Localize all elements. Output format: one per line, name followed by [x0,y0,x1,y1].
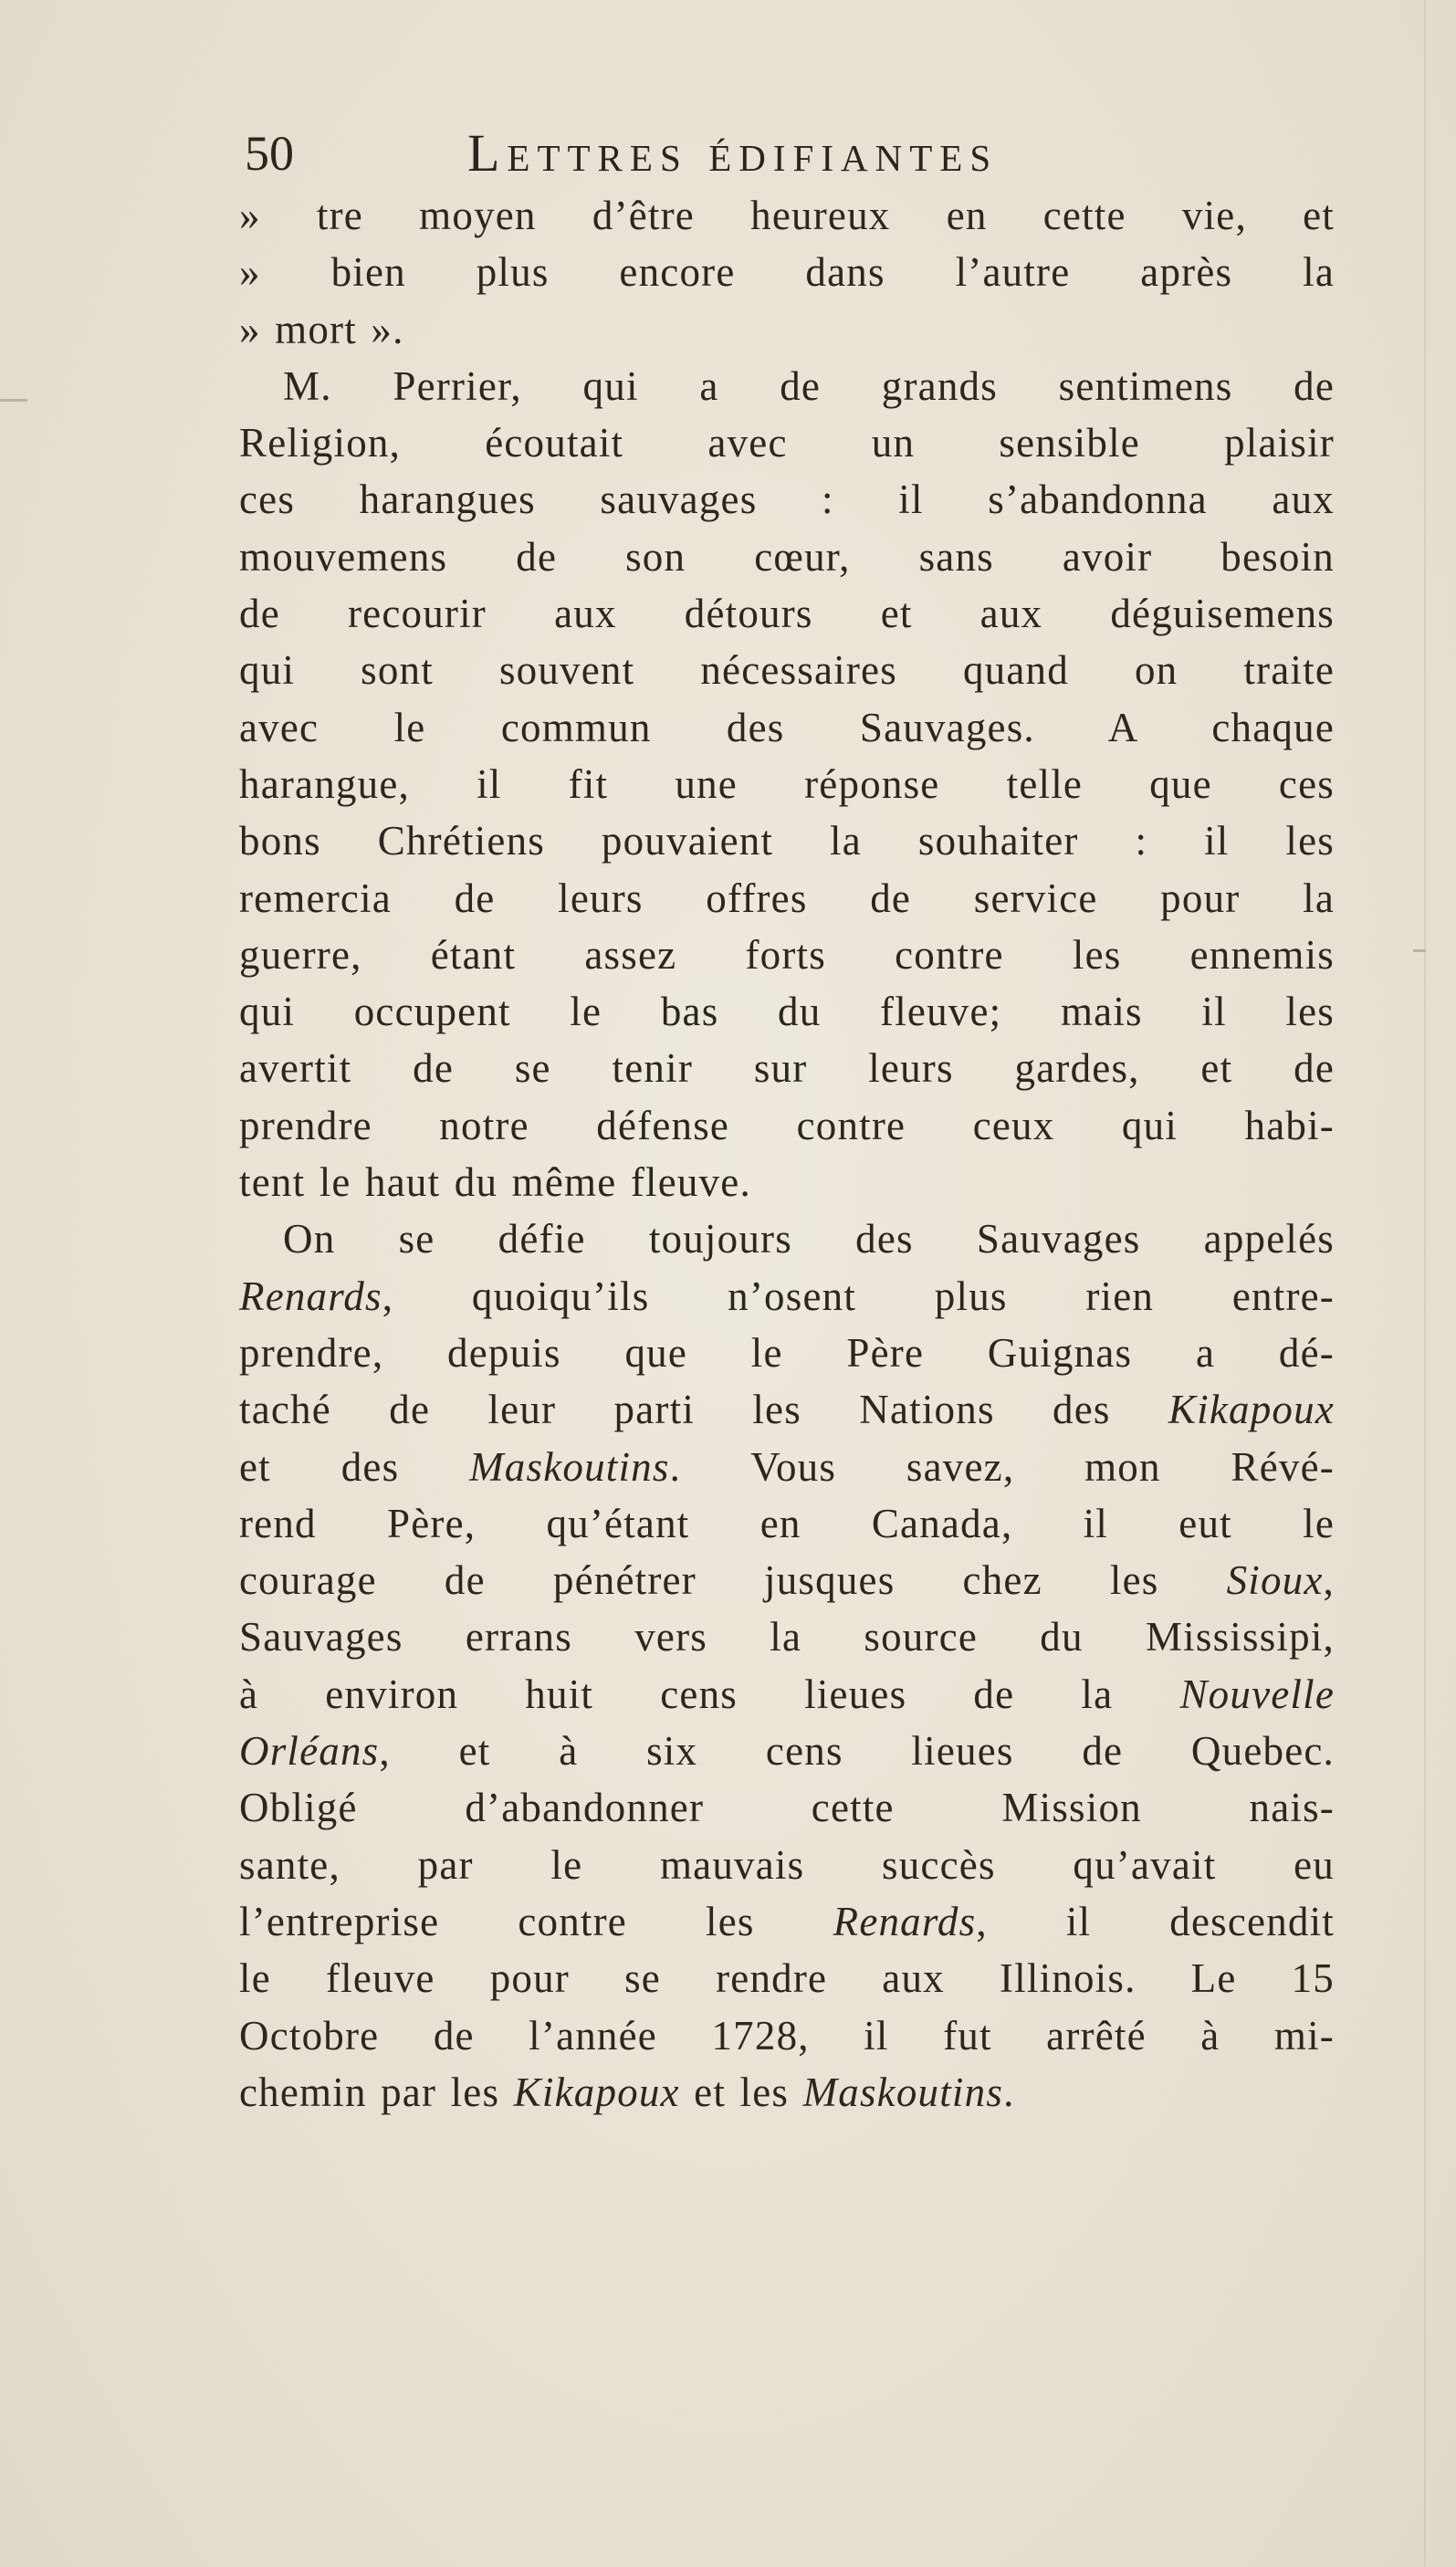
text-segment: remercia de leurs offres de service pour la [239,875,1335,921]
text-line [239,1097,1335,1154]
italic-proper-noun: Kikapoux [1168,1387,1335,1433]
text-segment: bons Chrétiens pouvaient la souhaiter : il les [239,818,1335,864]
text-line [239,2064,1335,2121]
text-segment: et les [679,2069,803,2115]
italic-proper-noun: Sioux [1226,1557,1324,1604]
text-segment: courage de pénétrer jusques chez les [239,1557,1227,1604]
text-line [239,414,1335,471]
text-segment: mouvemens de son cœur, sans avoir besoin [239,533,1335,580]
text-segment: prendre notre défense contre ceux qui habi- [239,1102,1335,1148]
text-segment: prendre, depuis que le Père Guignas a dé- [239,1329,1335,1376]
text-segment: et des [239,1443,470,1490]
text-line [239,927,1335,983]
text-segment: M. Perrier, qui a de grands sentimens de [283,362,1335,409]
text-segment: » mort ». [239,306,404,352]
text-line [239,1325,1335,1381]
text-segment: ces harangues sauvages : il s’abandonna aux [239,477,1335,523]
italic-proper-noun: Renards [239,1273,382,1319]
text-segment: Octobre de l’année 1728, il fut arrêté à mi- [239,2012,1335,2059]
text-line [239,699,1335,756]
text-line [239,1608,1335,1665]
text-segment: tent le haut du même fleuve. [239,1159,751,1206]
text-line [239,1381,1335,1438]
text-segment: Religion, écoutait avec un sensible plaisir [239,420,1335,466]
text-line [239,1837,1335,1893]
text-line [239,1040,1335,1096]
text-segment: avec le commun des Sauvages. A chaque [239,704,1335,750]
text-segment: sante, par le mauvais succès qu’avait eu [239,1841,1335,1888]
text-line [239,1723,1335,1779]
text-segment: le fleuve pour se rendre aux Illinois. Le 15 [239,1955,1335,2002]
italic-proper-noun: Maskoutins [469,1443,670,1490]
text-segment: . Vous savez, mon Révé- [669,1443,1335,1490]
text-segment: Sauvages errans vers la source du Mississipi, [239,1614,1335,1661]
text-line [239,983,1335,1040]
text-line [239,870,1335,927]
text-line [239,585,1335,642]
text-segment: Obligé d’abandonner cette Mission nais- [239,1785,1335,1831]
italic-proper-noun: Maskoutins [802,2069,1004,2115]
text-line [239,1950,1335,2006]
text-segment: guerre, étant assez forts contre les ennemis [239,931,1335,978]
text-line [239,301,1335,358]
text-segment: avertit de se tenir sur leurs gardes, et de [239,1045,1335,1092]
text-segment: chemin par les [239,2069,514,2115]
text-line [239,1666,1335,1723]
text-segment: à environ huit cens lieues de la [239,1671,1180,1717]
text-segment: harangue, il fit une réponse telle que ces [239,760,1335,807]
text-segment: » tre moyen d’être heureux en cette vie, et [239,193,1335,238]
margin-tick-left [0,399,27,402]
page-number: 50 [245,126,294,181]
text-segment: de recourir aux détours et aux déguisemens [239,591,1335,637]
text-line [239,2007,1335,2064]
running-header [245,117,1349,190]
text-segment: On se défie toujours des Sauvages appelés [283,1216,1335,1263]
text-line [239,1439,1335,1495]
text-line [239,756,1335,812]
running-title: Lettres édifiantes [467,123,999,183]
body-text [239,187,1335,2121]
text-segment: , il descendit [976,1898,1335,1944]
text-segment: qui occupent le bas du fleuve; mais il les [239,989,1335,1035]
text-segment: l’entreprise contre les [239,1898,833,1944]
text-line [239,1268,1335,1325]
italic-proper-noun: Nouvelle [1179,1671,1335,1717]
text-line [239,1893,1335,1950]
text-segment: . [1003,2069,1015,2115]
italic-proper-noun: Orléans [239,1728,380,1775]
text-line [239,471,1335,528]
text-line [239,1552,1335,1608]
text-segment: taché de leur parti les Nations des [239,1387,1168,1433]
text-line [239,529,1335,585]
gutter-line [1424,0,1426,2567]
text-segment: » bien plus encore dans l’autre après la [239,249,1335,296]
text-line [239,244,1335,300]
text-line [239,812,1335,869]
text-segment: , et à six cens lieues de Quebec. [379,1728,1335,1775]
text-segment: , [1323,1557,1335,1604]
text-line [239,358,1335,414]
italic-proper-noun: Renards [833,1898,977,1944]
text-line [239,1495,1335,1552]
text-line [239,187,1335,244]
text-line [239,1210,1335,1267]
text-segment: qui sont souvent nécessaires quand on traite [239,647,1335,694]
text-segment: , quoiqu’ils n’osent plus rien entre- [382,1273,1335,1319]
text-line [239,1154,1335,1210]
text-line [239,642,1335,698]
italic-proper-noun: Kikapoux [513,2069,680,2115]
text-line [239,1779,1335,1836]
text-segment: rend Père, qu’étant en Canada, il eut le [239,1500,1335,1546]
